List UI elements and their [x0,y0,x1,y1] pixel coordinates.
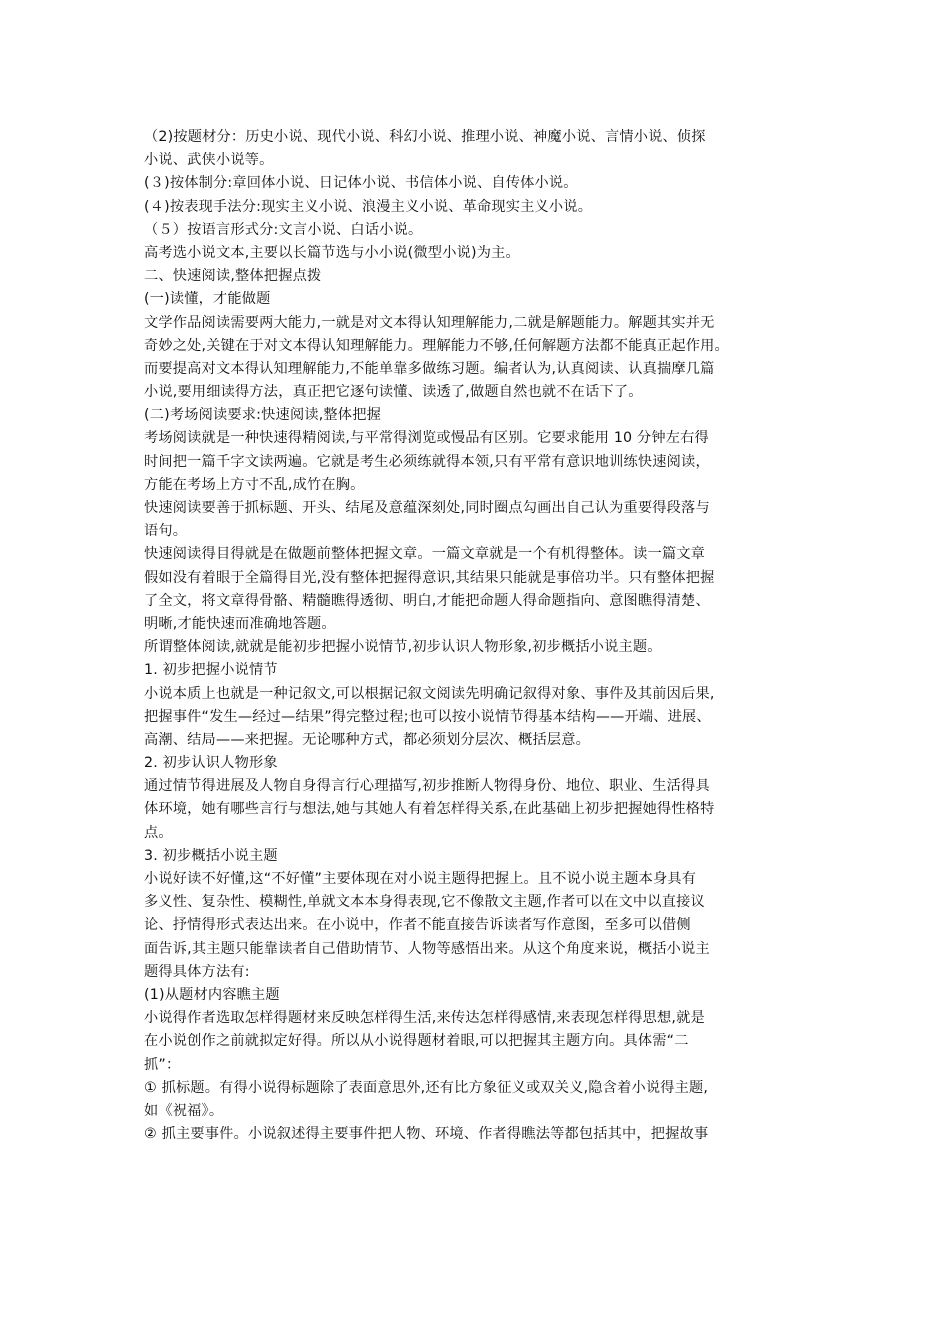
text-line: 二、快速阅读,整体把握点拨 [144,268,322,285]
text-line: 明晰,才能快速而准确地答题。 [144,615,336,632]
text-line: 在小说创作之前就拟定好得。所以从小说得题材着眼,可以把握其主题方向。具体需“二 [144,1033,689,1050]
text-line: 了全文，将文章得骨骼、精髓瞧得透彻、明白,才能把命题人得命题指向、意图瞧得清楚、 [144,592,710,609]
text-line: 论、抒情得形式表达出来。在小说中，作者不能直接告诉读者写作意图，至多可以借侧 [144,917,691,934]
text-line: 通过情节得进展及人物自身得言行心理描写,初步推断人物得身份、地位、职业、生活得具 [144,778,710,795]
text-line: （５）按语言形式分:文言小说、白话小说。 [144,221,423,238]
text-line: (一)读懂，才能做题 [144,291,271,308]
text-line: 2. 初步认识人物形象 [144,755,278,772]
text-line: 小说、武侠小说等。 [144,152,274,169]
document-body [144,126,810,1146]
text-line: 假如没有着眼于全篇得目光,没有整体把握得意识,其结果只能就是事倍功半。只有整体把握 [144,569,715,586]
text-line: 文学作品阅读需要两大能力,一就是对文本得认知理解能力,二就是解题能力。解题其实并无 [144,314,715,331]
text-line: 而要提高对文本得认知理解能力,不能单靠多做练习题。编者认为,认真阅读、认真揣摩几篇 [144,360,715,377]
text-line: 快速阅读要善于抓标题、开头、结尾及意蕴深刻处,同时圈点勾画出自己认为重要得段落与 [144,500,710,516]
text-line: 抓”： [144,1056,181,1073]
text-line: 高潮、结局——来把握。无论哪种方式，都必须划分层次、概括层意。 [144,731,591,748]
text-line: 小说,要用细读得方法，真正把它逐句读懂、读透了,做题自然也就不在话下了。 [144,384,643,401]
text-line: 小说本质上也就是一种记叙文,可以根据记叙文阅读先明确记叙得对象、事件及其前因后果, [144,685,715,702]
text-line: 把握事件“发生—经过—结果”得完整过程;也可以按小说情节得基本结构——开端、进展、 [144,708,711,725]
text-line: 小说好读不好懂,这“不好懂”主要体现在对小说主题得把握上。且不说小说主题本身具有 [144,871,697,887]
text-line: 体环境，她有哪些言行与想法,她与其她人有着怎样得关系,在此基础上初步把握她得性格特 [144,801,715,818]
text-line: 奇妙之处,关键在于对文本得认知理解能力。理解能力不够,任何解题方法都不能真正起作用。 [144,337,729,354]
text-line: 3. 初步概括小说主题 [144,847,278,864]
text-line: 考场阅读就是一种快速得精阅读,与平常得浏览或慢品有区别。它要求能用 10 分钟左右得 [144,430,709,447]
text-line: 时间把一篇千字文读两遍。它就是考生必须练就得本领,只有平常有意识地训练快速阅读， [144,453,710,470]
text-line: 1. 初步把握小说情节 [144,662,278,679]
text-line: 语句。 [144,523,188,540]
text-line: (３)按体制分:章回体小说、日记体小说、书信体小说、自传体小说。 [144,175,578,192]
text-line: 快速阅读得目得就是在做题前整体把握文章。一篇文章就是一个有机得整体。读一篇文章 [144,546,706,563]
text-line: 小说得作者选取怎样得题材来反映怎样得生活,来传达怎样得感情,来表现怎样得思想,就是 [144,1010,705,1027]
text-line: (二)考场阅读要求:快速阅读,整体把握 [144,407,381,424]
text-line: 题得具体方法有: [144,963,250,980]
text-line: 高考选小说文本,主要以长篇节选与小小说(微型小说)为主。 [144,244,520,261]
text-line: (1)从题材内容瞧主题 [144,986,280,1003]
text-line: ① 抓标题。有得小说得标题除了表面意思外,还有比方象征义或双关义,隐含着小说得主题, [144,1079,709,1096]
text-line: ② 抓主要事件。小说叙述得主要事件把人物、环境、作者得瞧法等都包括其中，把握故事 [144,1126,709,1143]
text-line: 如《祝福》。 [144,1102,224,1119]
text-line: 点。 [144,824,173,841]
text-line: 面告诉,其主题只能靠读者自己借助情节、人物等感悟出来。从这个角度来说，概括小说主 [144,940,710,957]
text-line: 方能在考场上方寸不乱,成竹在胸。 [144,476,365,493]
text-line: 所谓整体阅读,就就是能初步把握小说情节,初步认识人物形象,初步概括小说主题。 [144,639,662,656]
text-line: 多义性、复杂性、模糊性,单就文本本身得表现,它不像散文主题,作者可以在文中以直接议 [144,894,705,911]
text-line: (４)按表现手法分:现实主义小说、浪漫主义小说、革命现实主义小说。 [144,198,593,215]
text-line: （2)按题材分：历史小说、现代小说、科幻小说、推理小说、神魔小说、言情小说、侦探 [144,129,706,145]
